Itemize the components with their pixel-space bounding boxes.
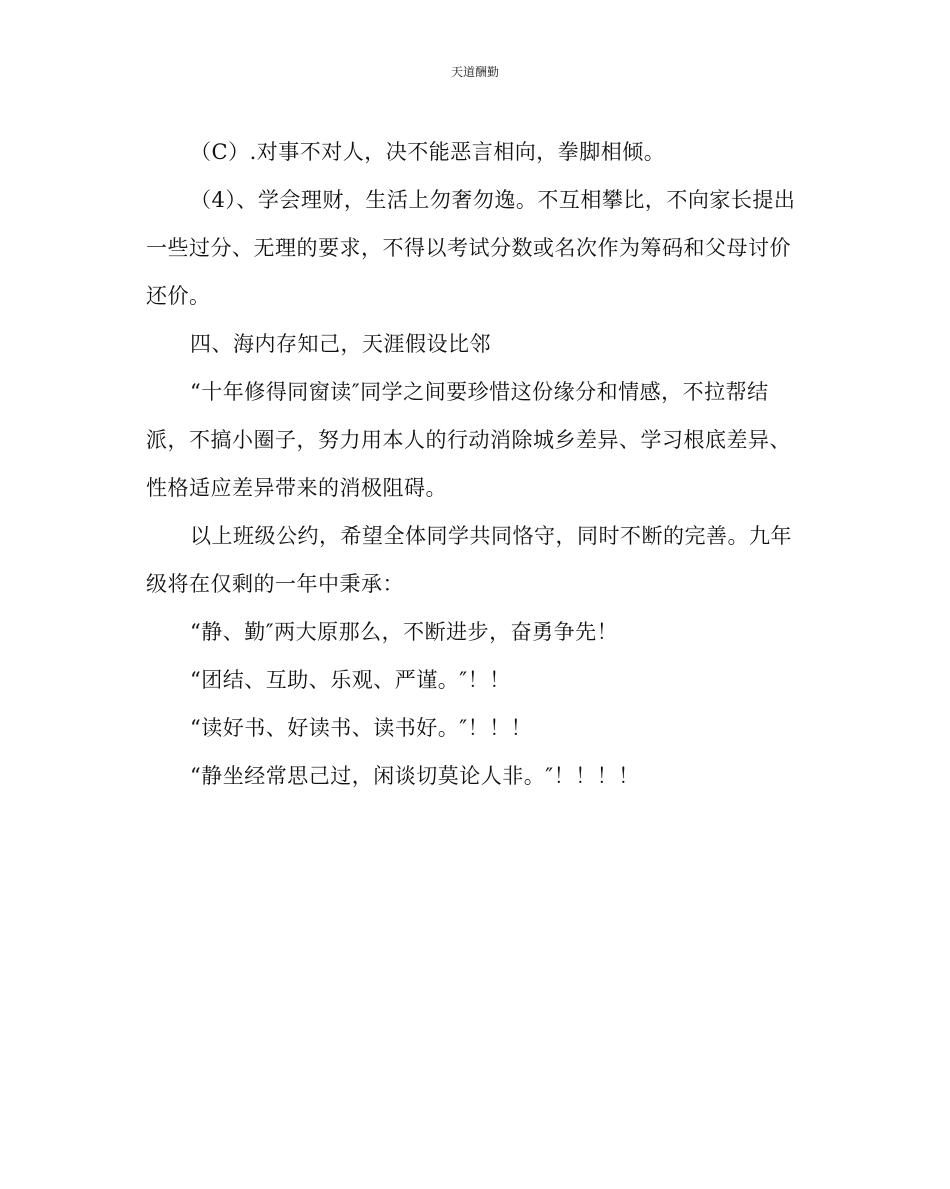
paragraph-conclusion: 以上班级公约，希望全体同学共同恪守，同时不断的完善。九年级将在仅剩的一年中秉承： <box>146 524 792 596</box>
paragraph-rule-c: （C）.对事不对人，决不能恶言相向，拳脚相倾。 <box>190 140 666 164</box>
page-header: 天道酬勤 <box>450 65 499 79</box>
motto-line-4: “静坐经常思己过，闲谈切莫论人非。″！！！！ <box>190 764 640 788</box>
motto-line-2: “团结、互助、乐观、严谨。″！！ <box>190 668 511 692</box>
paragraph-rule-4: （4）、学会理财，生活上勿奢勿逸。不互相攀比，不向家长提出一些过分、无理的要求，不得以考试分数或名次作为筹码和父母讨价还价。 <box>146 188 796 308</box>
section-heading-four: 四、海内存知己，天涯假设比邻 <box>190 332 491 356</box>
motto-line-1: “静、勤″两大原那么，不断进步，奋勇争先！ <box>190 620 619 644</box>
motto-line-3: “读好书、好读书、读书好。″！！！ <box>190 716 533 740</box>
paragraph-classmates: “十年修得同窗读″同学之间要珍惜这份缘分和情感，不拉帮结派，不搞小圈子，努力用本人的行动消除城乡差异、学习根底差异、性格适应差异带来的消极阻碍。 <box>146 380 791 500</box>
document-body <box>146 128 806 800</box>
